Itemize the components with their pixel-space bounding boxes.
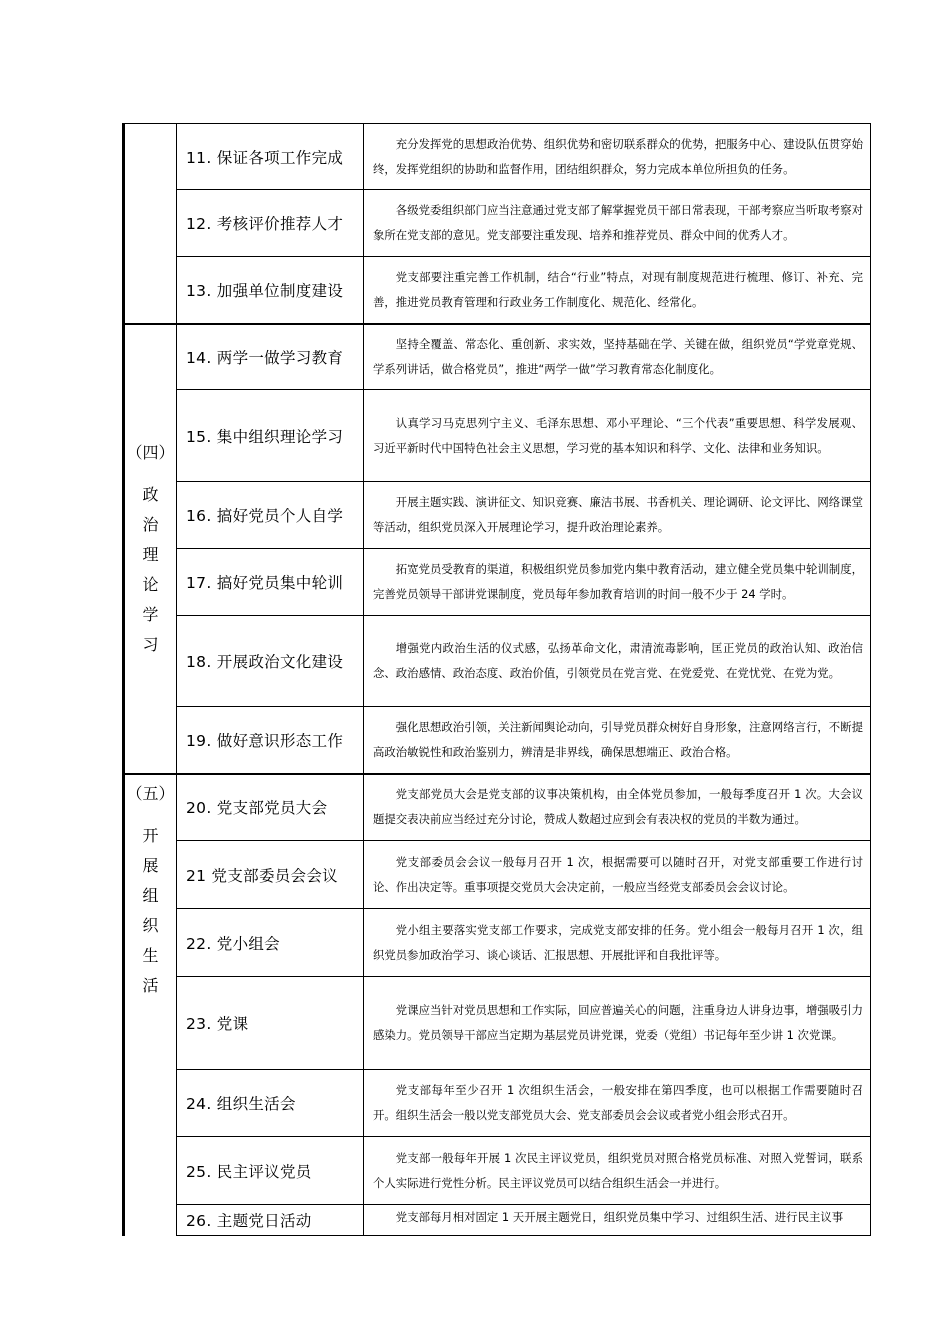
item-description: 党支部要注重完善工作机制，结合“行业”特点，对现有制度规范进行梳理、修订、补充、完善，推进党员教育管理和行政业务工作制度化、规范化、经常化。: [364, 257, 871, 324]
item-description: 党支部一般每年开展 1 次民主评议党员，组织党员对照合格党员标准、对照入党誓词，联系个人实际进行党性分析。民主评议党员可以结合组织生活会一并进行。: [364, 1137, 871, 1205]
item-description: 强化思想政治引领，关注新闻舆论动向，引导党员群众树好自身形象，注意网络言行，不断提高政治敏锐性和政治鉴别力，辨清是非界线，确保思想端正、政治合格。: [364, 707, 871, 774]
category-cell-organization-life: [124, 774, 177, 1236]
item-description: 党课应当针对党员思想和工作实际，回应普遍关心的问题，注重身边人讲身边事，增强吸引力感染力。党员领导干部应当定期为基层党员讲党课，党委（党组）书记每年至少讲 1 次党课。: [364, 977, 871, 1070]
category-cell: [124, 124, 177, 324]
table-row: [124, 707, 871, 774]
item-title: 19. 做好意识形态工作: [177, 707, 364, 774]
item-title: 12. 考核评价推荐人才: [177, 190, 364, 257]
item-title: 24. 组织生活会: [177, 1070, 364, 1137]
item-description: 增强党内政治生活的仪式感，弘扬革命文化，肃清流毒影响，匡正党员的政治认知、政治信念、政治感情、政治态度、政治价值，引领党员在党言党、在党爱党、在党忧党、在党为党。: [364, 616, 871, 707]
item-description: 充分发挥党的思想政治优势、组织优势和密切联系群众的优势，把服务中心、建设队伍贯穿始终，发挥党组织的协助和监督作用，团结组织群众，努力完成本单位所担负的任务。: [364, 124, 871, 190]
item-title: 17. 搞好党员集中轮训: [177, 549, 364, 616]
table-row: [124, 909, 871, 977]
item-description: 认真学习马克思列宁主义、毛泽东思想、邓小平理论、“三个代表”重要思想、科学发展观、习近平新时代中国特色社会主义思想，学习党的基本知识和科学、文化、法律和业务知识。: [364, 390, 871, 482]
category-number: （五）: [126, 783, 175, 803]
category-name: 政治理论学习: [142, 484, 159, 654]
table-row: [124, 190, 871, 257]
item-title: 11. 保证各项工作完成: [177, 124, 364, 190]
table-row: [124, 1205, 871, 1236]
table-row: [124, 324, 871, 390]
category-cell-political-study: [124, 324, 177, 774]
item-title: 23. 党课: [177, 977, 364, 1070]
item-title: 18. 开展政治文化建设: [177, 616, 364, 707]
item-description: 坚持全覆盖、常态化、重创新、求实效，坚持基础在学、关键在做，组织党员“学党章党规、学系列讲话，做合格党员”，推进“两学一做”学习教育常态化制度化。: [364, 324, 871, 390]
table-row: [124, 616, 871, 707]
item-description: 党支部委员会会议一般每月召开 1 次，根据需要可以随时召开，对党支部重要工作进行讨论、作出决定等。重事项提交党员大会决定前，一般应当经党支部委员会会议讨论。: [364, 841, 871, 909]
item-description: 开展主题实践、演讲征文、知识竞赛、廉洁书展、书香机关、理论调研、论文评比、网络课堂等活动，组织党员深入开展理论学习，提升政治理论素养。: [364, 482, 871, 549]
table-row: [124, 124, 871, 190]
item-description: 党支部党员大会是党支部的议事决策机构，由全体党员参加，一般每季度召开 1 次。大会议题提交表决前应当经过充分讨论，赞成人数超过应到会有表决权的党员的半数为通过。: [364, 774, 871, 841]
table-row: [124, 1070, 871, 1137]
item-title: 25. 民主评议党员: [177, 1137, 364, 1205]
table-row: [124, 774, 871, 841]
table-row: [124, 482, 871, 549]
table-row: [124, 549, 871, 616]
table-row: [124, 257, 871, 324]
item-description: 党支部每月相对固定 1 天开展主题党日，组织党员集中学习、过组织生活、进行民主议事: [364, 1205, 871, 1236]
item-title: 16. 搞好党员个人自学: [177, 482, 364, 549]
item-title: 15. 集中组织理论学习: [177, 390, 364, 482]
item-description: 拓宽党员受教育的渠道，积极组织党员参加党内集中教育活动，建立健全党员集中轮训制度，完善党员领导干部讲党课制度，党员每年参加教育培训的时间一般不少于 24 学时。: [364, 549, 871, 616]
category-name: 开展组织生活: [142, 825, 159, 995]
item-title: 21 党支部委员会会议: [177, 841, 364, 909]
table-row: [124, 1137, 871, 1205]
category-number: （四）: [126, 442, 175, 462]
item-title: 26. 主题党日活动: [177, 1205, 364, 1236]
item-description: 党支部每年至少召开 1 次组织生活会，一般安排在第四季度，也可以根据工作需要随时召开。组织生活会一般以党支部党员大会、党支部委员会会议或者党小组会形式召开。: [364, 1070, 871, 1137]
item-description: 党小组主要落实党支部工作要求，完成党支部安排的任务。党小组会一般每月召开 1 次，组织党员参加政治学习、谈心谈话、汇报思想、开展批评和自我批评等。: [364, 909, 871, 977]
item-description: 各级党委组织部门应当注意通过党支部了解掌握党员干部日常表现，干部考察应当听取考察对象所在党支部的意见。党支部要注重发现、培养和推荐党员、群众中间的优秀人才。: [364, 190, 871, 257]
item-title: 14. 两学一做学习教育: [177, 324, 364, 390]
item-title: 22. 党小组会: [177, 909, 364, 977]
table-row: [124, 977, 871, 1070]
work-content-table: [122, 123, 871, 1236]
item-title: 13. 加强单位制度建设: [177, 257, 364, 324]
table-row: [124, 841, 871, 909]
item-title: 20. 党支部党员大会: [177, 774, 364, 841]
table-row: [124, 390, 871, 482]
